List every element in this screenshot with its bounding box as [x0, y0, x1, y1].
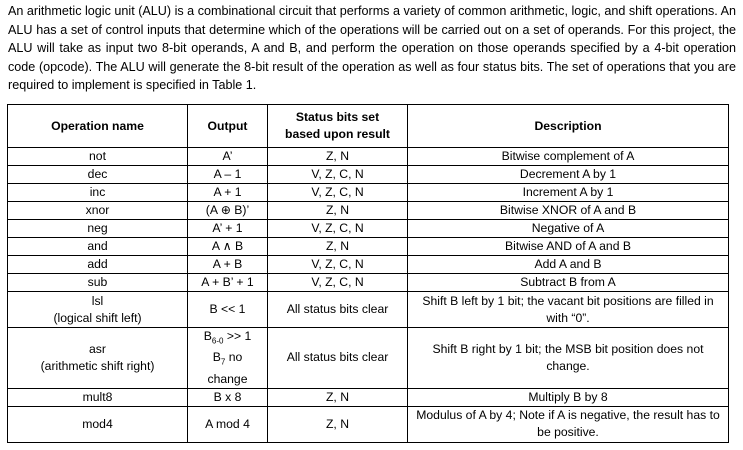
cell-status: Z, N	[268, 238, 408, 256]
cell-description: Bitwise complement of A	[408, 148, 729, 166]
cell-status: V, Z, C, N	[268, 274, 408, 292]
asr-name-detail: (arithmetic shift right)	[40, 358, 155, 373]
cell-name: inc	[8, 184, 188, 202]
cell-description: Shift B left by 1 bit; the vacant bit positions are filled in with “0”.	[408, 292, 729, 328]
table-row	[8, 238, 729, 256]
operations-table	[7, 104, 729, 443]
table-header-row	[8, 105, 729, 148]
cell-status: Z, N	[268, 406, 408, 442]
table-row-mod4	[8, 406, 729, 442]
cell-status: Z, N	[268, 202, 408, 220]
cell-status: All status bits clear	[268, 292, 408, 328]
asr-output-line3: change	[207, 371, 248, 386]
intro-paragraph: An arithmetic logic unit (ALU) is a combinational circuit that performs a variety of common arithmetic, logic, and shift operations. An ALU has a set of control inputs that determine which of the operations will be carried out on a set of operands. For this project, the ALU will take as input two 8-bit operands, A and B, and perform the operation on those operands specified by a 4-bit operation code (opcode). The ALU will generate the 8-bit result of the operation as well as four status bits. The set of operations that you are required to implement is specified in Table 1.	[8, 4, 736, 93]
cell-name: xnor	[8, 202, 188, 220]
cell-status: V, Z, C, N	[268, 184, 408, 202]
cell-status: All status bits clear	[268, 328, 408, 389]
table-row	[8, 274, 729, 292]
cell-name	[8, 328, 188, 389]
header-status-bits	[268, 105, 408, 148]
table-row-asr	[8, 328, 729, 389]
table-row-mult8	[8, 388, 729, 406]
cell-description: Multiply B by 8	[408, 388, 729, 406]
table-row	[8, 166, 729, 184]
cell-name: neg	[8, 220, 188, 238]
cell-output: B x 8	[188, 388, 268, 406]
table-row-lsl	[8, 292, 729, 328]
cell-status: V, Z, C, N	[268, 256, 408, 274]
asr-output-line2: $B_7$ no	[212, 350, 243, 367]
cell-output	[188, 328, 268, 389]
cell-status: Z, N	[268, 388, 408, 406]
lsl-name: lsl	[91, 293, 104, 308]
cell-output: A + B	[188, 256, 268, 274]
asr-output-line1: $B_{6-0} >> 1$	[203, 329, 252, 346]
cell-output: A’	[188, 148, 268, 166]
table-row	[8, 256, 729, 274]
cell-name: mod4	[8, 406, 188, 442]
cell-status: V, Z, C, N	[268, 166, 408, 184]
cell-description: Subtract B from A	[408, 274, 729, 292]
cell-output: A + B’ + 1	[188, 274, 268, 292]
cell-name: add	[8, 256, 188, 274]
cell-name: sub	[8, 274, 188, 292]
header-status-line2: based upon result	[285, 127, 390, 141]
header-operation-name: Operation name	[8, 105, 188, 148]
cell-description: Decrement A by 1	[408, 166, 729, 184]
cell-output: A – 1	[188, 166, 268, 184]
header-status-line1: Status bits set	[295, 110, 380, 124]
cell-description: Modulus of A by 4; Note if A is negative, the result has to be positive.	[408, 406, 729, 442]
cell-status: Z, N	[268, 148, 408, 166]
cell-output: A’ + 1	[188, 220, 268, 238]
cell-name: not	[8, 148, 188, 166]
header-output: Output	[188, 105, 268, 148]
cell-description: Bitwise XNOR of A and B	[408, 202, 729, 220]
cell-description: Negative of A	[408, 220, 729, 238]
cell-output: B << 1	[188, 292, 268, 328]
cell-output: A mod 4	[188, 406, 268, 442]
cell-description: Add A and B	[408, 256, 729, 274]
table-row	[8, 220, 729, 238]
cell-description: Shift B right by 1 bit; the MSB bit position does not change.	[408, 328, 729, 389]
table-row	[8, 184, 729, 202]
table-row	[8, 202, 729, 220]
cell-name: mult8	[8, 388, 188, 406]
asr-name: asr	[89, 341, 106, 356]
table-row	[8, 148, 729, 166]
cell-description: Increment A by 1	[408, 184, 729, 202]
cell-output: (A ⊕ B)’	[188, 202, 268, 220]
cell-status: V, Z, C, N	[268, 220, 408, 238]
cell-name	[8, 292, 188, 328]
cell-name: and	[8, 238, 188, 256]
cell-description: Bitwise AND of A and B	[408, 238, 729, 256]
lsl-name-detail: (logical shift left)	[53, 310, 142, 325]
cell-output: A ∧ B	[188, 238, 268, 256]
cell-name: dec	[8, 166, 188, 184]
header-description: Description	[408, 105, 729, 148]
cell-output: A + 1	[188, 184, 268, 202]
